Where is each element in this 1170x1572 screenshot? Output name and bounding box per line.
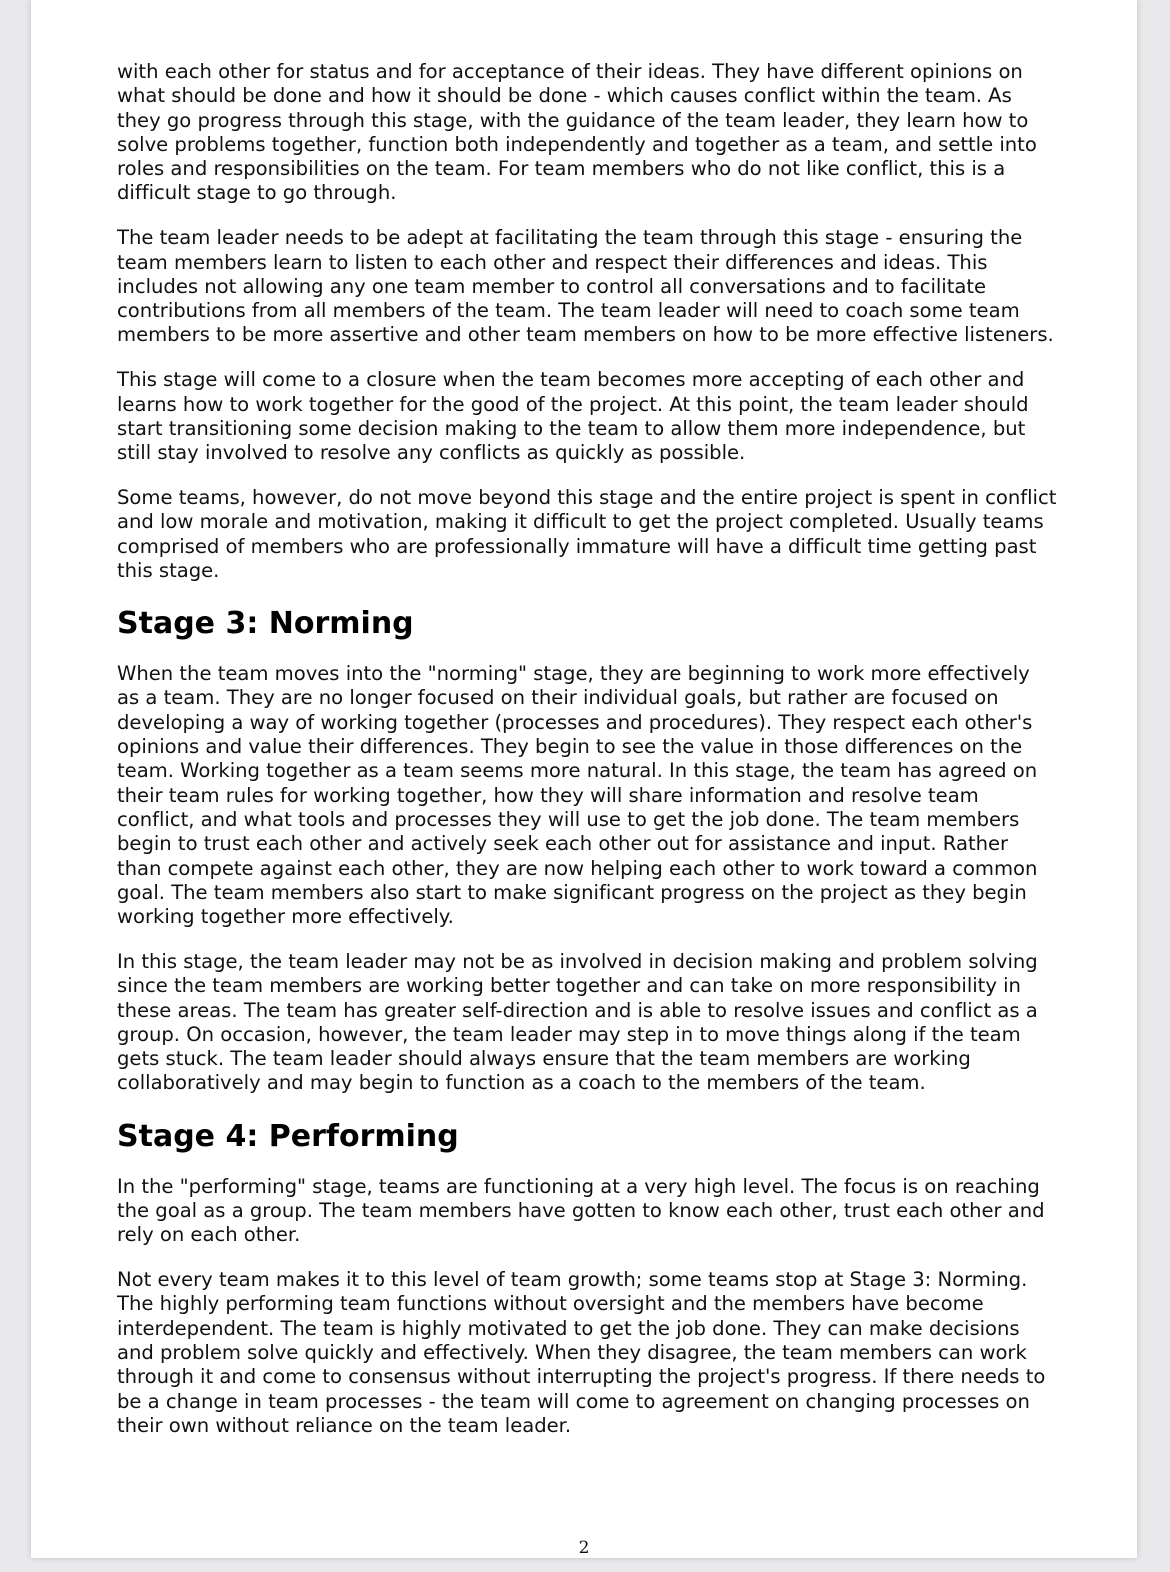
paragraph-storming-stuck: Some teams, however, do not move beyond this stage and the entire project is spent in conflict and low morale and motivation, making it difficult to get the project completed. Usually teams comprised of members who are professionally immature will have a difficult time getting past this stage. xyxy=(117,485,1057,582)
heading-stage-3: Stage 3: Norming xyxy=(117,606,414,642)
paragraph-performing-intro: In the "performing" stage, teams are functioning at a very high level. The focus is on reaching the goal as a group. The team members have gotten to know each other, trust each other and rely on each other. xyxy=(117,1174,1045,1247)
paragraph-performing-detail: Not every team makes it to this level of team growth; some teams stop at Stage 3: Norming. The highly performing team functions without oversight and the members have become interdependent. The team is highly motivated to get the job done. They can make decisions and problem solve quickly and effectively. When they disagree, the team members can work through it and come to consensus without interrupting the project's progress. If there needs to be a change in team processes - the team will come to agreement on changing processes on their own without reliance on the team leader. xyxy=(117,1268,1046,1437)
paragraph-norming-intro: When the team moves into the "norming" stage, they are beginning to work more effectively as a team. They are no longer focused on their individual goals, but rather are focused on developing a way of working together (processes and procedures). They respect each other's opinions and value their differences. They begin to see the value in those differences on the team. Working together as a team seems more natural. In this stage, the team has agreed on their team rules for working together, how they will share information and resolve team conflict, and what tools and processes they will use to get the job done. The team members begin to trust each other and actively seek each other out for assistance and input. Rather than compete against each other, they are now helping each other to work toward a common goal. The team members also start to make significant progress on the project as they begin working together more effectively. xyxy=(117,662,1038,929)
paragraph-norming-leader: In this stage, the team leader may not be as involved in decision making and problem solving since the team members are working better together and can take on more responsibility in these areas. The team has greater self-direction and is able to resolve issues and conflict as a group. On occasion, however, the team leader may step in to move things along if the team gets stuck. The team leader should always ensure that the team members are working collaboratively and may begin to function as a coach to the members of the team. xyxy=(117,949,1038,1095)
page-number: 2 xyxy=(578,1538,590,1558)
paragraph-storming-conflict: with each other for status and for acceptance of their ideas. They have different opinions on what should be done and how it should be done - which causes conflict within the team. As they go progress through this stage, with the guidance of the team leader, they learn how to solve problems together, function both independently and together as a team, and settle into roles and responsibilities on the team. For team members who do not like conflict, this is a difficult stage to go through. xyxy=(117,60,1037,205)
page-content xyxy=(117,60,1057,1459)
paragraph-storming-closure: This stage will come to a closure when the team becomes more accepting of each other and learns how to work together for the good of the project. At this point, the team leader should start transitioning some decision making to the team to allow them more independence, but still stay involved to resolve any conflicts as quickly as possible. xyxy=(117,368,1029,465)
paragraph-storming-leader: The team leader needs to be adept at facilitating the team through this stage - ensuring the team members learn to listen to each other and respect their differences and ideas. This includes not allowing any one team member to control all conversations and to facilitate contributions from all members of the team. The team leader will need to coach some team members to be more assertive and other team members on how to be more effective listeners. xyxy=(117,226,1054,347)
document-page xyxy=(31,0,1137,1558)
heading-stage-4: Stage 4: Performing xyxy=(117,1118,459,1154)
